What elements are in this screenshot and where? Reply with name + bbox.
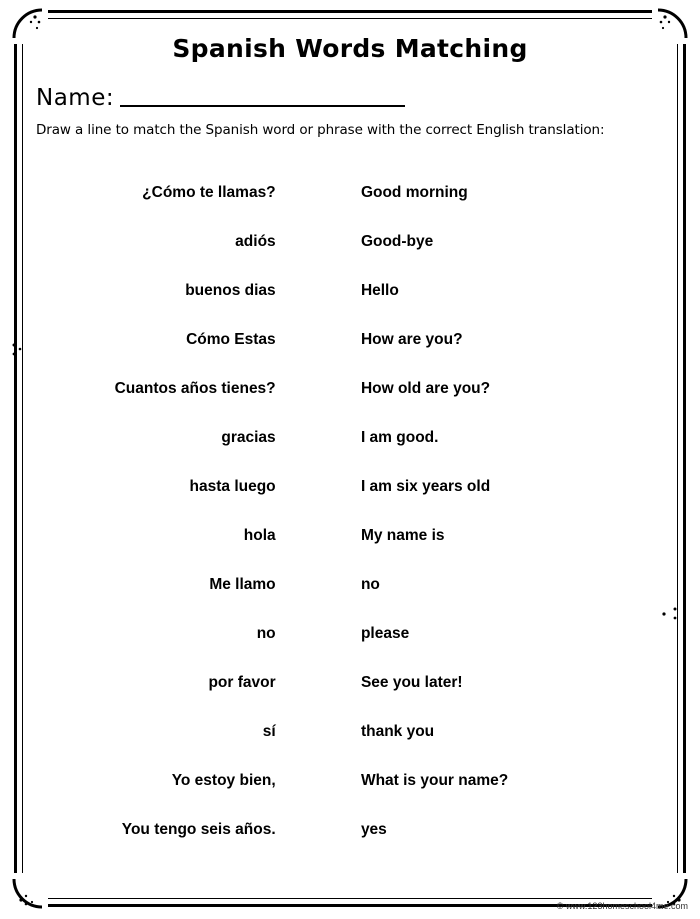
- english-column: [355, 168, 658, 854]
- list-item[interactable]: no: [360, 576, 380, 593]
- list-item[interactable]: yes: [360, 821, 387, 838]
- list-item[interactable]: I am six years old: [360, 478, 491, 495]
- list-item[interactable]: Good morning: [360, 184, 468, 201]
- list-item[interactable]: buenos dias: [185, 282, 276, 299]
- page-title: Spanish Words Matching: [172, 34, 528, 63]
- credit-text: © www.123homeschool4me.com: [556, 901, 688, 911]
- column-gap: [282, 168, 355, 854]
- list-item[interactable]: Yo estoy bien,: [171, 772, 276, 789]
- list-item[interactable]: What is your name?: [360, 772, 509, 789]
- list-item[interactable]: How are you?: [360, 331, 463, 348]
- list-item[interactable]: My name is: [360, 527, 445, 544]
- list-item[interactable]: You tengo seis años.: [121, 821, 276, 838]
- list-item[interactable]: I am good.: [360, 429, 439, 446]
- list-item[interactable]: hasta luego: [189, 478, 276, 495]
- list-item[interactable]: no: [256, 625, 276, 642]
- list-item[interactable]: Hello: [360, 282, 399, 299]
- dot-speck-left: [10, 340, 26, 365]
- list-item[interactable]: hola: [243, 527, 276, 544]
- list-item[interactable]: How old are you?: [360, 380, 491, 397]
- list-item[interactable]: por favor: [208, 674, 276, 691]
- list-item[interactable]: please: [360, 625, 410, 642]
- list-item[interactable]: Good-bye: [360, 233, 434, 250]
- list-item[interactable]: ¿Cómo te llamas?: [142, 184, 276, 201]
- list-item[interactable]: thank you: [360, 723, 435, 740]
- name-row: [32, 85, 668, 110]
- name-input-line[interactable]: [120, 85, 405, 107]
- matching-columns: [32, 168, 668, 854]
- list-item[interactable]: See you later!: [360, 674, 463, 691]
- list-item[interactable]: Cuantos años tienes?: [114, 380, 276, 397]
- worksheet-content: [32, 22, 668, 894]
- list-item[interactable]: Me llamo: [209, 576, 276, 593]
- instructions-text: Draw a line to match the Spanish word or phrase with the correct English translation:: [36, 122, 605, 138]
- list-item[interactable]: gracias: [221, 429, 276, 446]
- list-item[interactable]: Cómo Estas: [186, 331, 276, 348]
- name-label: Name:: [36, 85, 115, 111]
- list-item[interactable]: adiós: [235, 233, 276, 250]
- list-item[interactable]: sí: [262, 723, 276, 740]
- spanish-column: [38, 168, 282, 854]
